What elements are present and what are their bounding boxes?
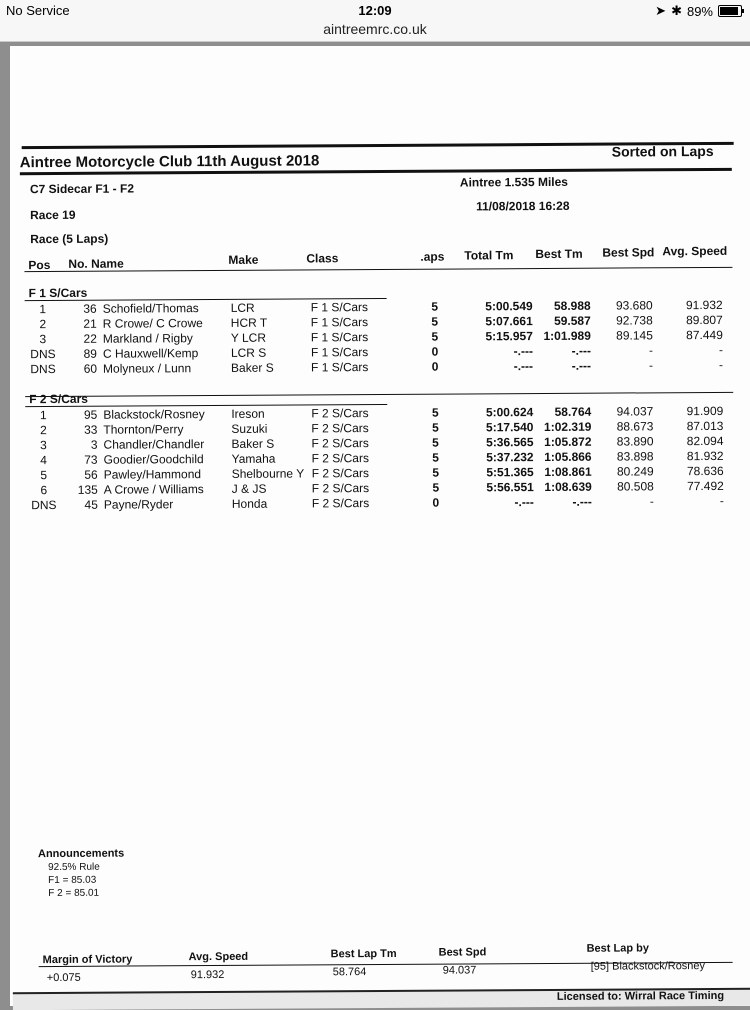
row-laps: 5 xyxy=(432,450,439,465)
event-name: C7 Sidecar F1 - F2 xyxy=(29,181,135,197)
row-total-time: 5:00.624 xyxy=(485,405,534,420)
licence-text: Licensed to: Wirral Race Timing xyxy=(556,989,725,1003)
row-class: F 1 S/Cars xyxy=(310,330,369,345)
row-best-speed: - xyxy=(649,494,654,509)
group-title: F 1 S/Cars xyxy=(28,285,88,301)
row-avg-speed: 89.807 xyxy=(686,312,723,328)
status-bar xyxy=(0,0,750,21)
row-name: Pawley/Hammond xyxy=(103,467,202,482)
row-best-speed: - xyxy=(648,343,653,358)
header-rule xyxy=(24,267,732,272)
row-make: J & JS xyxy=(231,481,267,496)
results-page xyxy=(10,46,750,1006)
row-best-time: -.--- xyxy=(571,343,591,358)
row-name: A Crowe / Williams xyxy=(103,482,204,497)
url-bar[interactable] xyxy=(0,21,750,42)
row-pos: 1 xyxy=(39,408,47,423)
col-class: Class xyxy=(306,251,339,266)
row-make: Shelbourne Y xyxy=(231,466,305,481)
row-name: Payne/Ryder xyxy=(103,497,174,512)
row-total-time: 5:07.661 xyxy=(485,314,533,329)
row-pos: 3 xyxy=(40,438,47,453)
row-best-speed: 80.249 xyxy=(616,464,654,479)
col-no-name: No. Name xyxy=(68,256,124,271)
col-best-speed: Best Spd xyxy=(602,245,655,260)
location-icon: ➤ xyxy=(655,3,667,18)
row-name: Goodier/Goodchild xyxy=(103,452,204,467)
announcement-line: F 2 = 85.01 xyxy=(48,887,100,900)
row-class: F 2 S/Cars xyxy=(311,466,370,481)
row-best-time: 1:08.861 xyxy=(544,464,592,479)
row-number: 45 xyxy=(84,497,98,512)
announcement-line: 92.5% Rule xyxy=(48,861,100,874)
row-laps: 5 xyxy=(431,329,439,344)
row-avg-speed: 91.932 xyxy=(685,297,723,313)
row-make: Baker S xyxy=(230,360,274,375)
row-class: F 1 S/Cars xyxy=(310,345,369,360)
row-best-time: -.--- xyxy=(571,358,592,373)
summary-bestby: [95] Blackstock/Rosney xyxy=(590,960,706,973)
row-name: Molyneux / Lunn xyxy=(102,361,192,376)
row-pos: 6 xyxy=(40,483,48,498)
row-best-speed: 93.680 xyxy=(615,298,653,313)
row-laps: 0 xyxy=(431,359,439,374)
summary-margin: +0.075 xyxy=(46,971,81,985)
row-number: 60 xyxy=(83,361,98,376)
row-number: 22 xyxy=(83,331,97,346)
col-avg-speed: Avg. Speed xyxy=(662,243,728,259)
sort-label: Sorted on Laps xyxy=(611,142,714,160)
results-document xyxy=(7,44,750,1009)
row-pos: 1 xyxy=(39,302,47,317)
row-avg-speed: - xyxy=(718,342,723,357)
row-total-time: 5:15.957 xyxy=(485,329,533,344)
row-best-speed: 94.037 xyxy=(616,404,654,419)
col-best: Best Tm xyxy=(535,246,583,262)
row-avg-speed: - xyxy=(719,493,724,508)
row-best-time: 1:05.872 xyxy=(544,434,592,449)
row-make: HCR T xyxy=(230,315,268,330)
row-number: 36 xyxy=(83,301,97,316)
row-number: 135 xyxy=(77,482,98,497)
row-best-speed: 88.673 xyxy=(616,419,654,434)
row-laps: 5 xyxy=(432,420,439,435)
row-make: Honda xyxy=(231,496,268,511)
row-number: 73 xyxy=(84,452,98,467)
row-pos: DNS xyxy=(31,497,57,513)
row-class: F 2 S/Cars xyxy=(311,496,370,511)
row-best-time: 1:02.319 xyxy=(543,419,592,434)
group-title: F 2 S/Cars xyxy=(29,391,88,407)
row-name: C Hauxwell/Kemp xyxy=(102,346,199,361)
row-number: 89 xyxy=(83,346,97,361)
row-avg-speed: 87.449 xyxy=(686,327,723,343)
row-pos: DNS xyxy=(30,361,56,377)
row-name: Markland / Rigby xyxy=(102,331,193,346)
row-make: LCR xyxy=(230,300,255,315)
row-total-time: -.--- xyxy=(513,359,534,374)
row-best-speed: - xyxy=(648,358,654,373)
row-total-time: 5:00.549 xyxy=(485,299,533,314)
row-name: Schofield/Thomas xyxy=(102,301,199,316)
announcement-line: F1 = 85.03 xyxy=(48,874,97,887)
row-class: F 2 S/Cars xyxy=(311,406,369,421)
row-best-speed: 80.508 xyxy=(617,479,654,494)
row-best-time: -.--- xyxy=(572,494,592,509)
race-datetime: 11/08/2018 16:28 xyxy=(476,198,570,214)
url-text[interactable]: aintreemrc.co.uk xyxy=(323,21,427,37)
row-total-time: 5:51.365 xyxy=(486,465,534,480)
row-best-time: 58.988 xyxy=(553,298,591,313)
row-laps: 5 xyxy=(432,435,439,450)
col-pos: Pos xyxy=(28,258,51,273)
row-make: Ireson xyxy=(231,406,265,421)
battery-percent: 89% xyxy=(686,3,713,19)
row-total-time: 5:17.540 xyxy=(485,420,534,435)
summary-label-bestspd: Best Spd xyxy=(438,946,487,959)
summary-label-avg: Avg. Speed xyxy=(188,950,249,964)
row-avg-speed: 78.636 xyxy=(686,463,724,479)
summary-bestlap: 58.764 xyxy=(332,966,367,979)
row-total-time: -.--- xyxy=(514,495,534,510)
row-number: 33 xyxy=(84,422,98,437)
summary-label-margin: Margin of Victory xyxy=(42,953,133,967)
row-pos: DNS xyxy=(30,346,56,362)
row-make: Y LCR xyxy=(230,330,267,345)
row-total-time: -.--- xyxy=(513,344,533,359)
row-avg-speed: 82.094 xyxy=(686,433,724,449)
row-best-time: 1:01.989 xyxy=(543,328,591,343)
bluetooth-icon: ✱ xyxy=(671,3,682,18)
row-number: 21 xyxy=(83,316,97,331)
row-laps: 5 xyxy=(431,299,439,314)
row-avg-speed: 87.013 xyxy=(686,418,724,434)
row-laps: 5 xyxy=(431,314,439,329)
row-class: F 2 S/Cars xyxy=(311,421,369,436)
row-avg-speed: 77.492 xyxy=(687,478,724,494)
row-total-time: 5:56.551 xyxy=(486,480,534,495)
row-pos: 5 xyxy=(40,468,48,483)
row-name: Blackstock/Rosney xyxy=(103,407,205,422)
row-make: Baker S xyxy=(231,436,275,451)
row-name: Thornton/Perry xyxy=(103,422,184,437)
track-name: Aintree 1.535 Miles xyxy=(459,174,569,190)
summary-label-bestlap: Best Lap Tm xyxy=(330,947,397,961)
row-number: 3 xyxy=(90,437,98,452)
race-laps: Race (5 Laps) xyxy=(30,231,109,247)
row-laps: 5 xyxy=(432,480,440,495)
group-separator xyxy=(25,392,733,397)
row-class: F 1 S/Cars xyxy=(310,315,369,330)
carrier-text: No Service xyxy=(6,3,70,18)
row-pos: 4 xyxy=(40,453,47,468)
row-best-speed: 92.738 xyxy=(616,313,653,328)
row-class: F 2 S/Cars xyxy=(311,451,369,466)
row-number: 95 xyxy=(83,407,98,422)
row-class: F 1 S/Cars xyxy=(310,300,369,315)
clock: 12:09 xyxy=(358,3,392,18)
row-best-time: 1:08.639 xyxy=(544,479,592,494)
row-total-time: 5:36.565 xyxy=(486,435,534,450)
row-make: LCR S xyxy=(230,345,267,360)
report-title: Aintree Motorcycle Club 11th August 2018 xyxy=(19,152,320,172)
summary-bestspd: 94.037 xyxy=(442,964,477,977)
row-pos: 3 xyxy=(39,332,47,347)
row-avg-speed: - xyxy=(718,357,724,372)
row-class: F 1 S/Cars xyxy=(310,360,369,375)
col-total: Total Tm xyxy=(464,248,514,263)
row-make: Suzuki xyxy=(231,421,268,436)
row-best-time: 58.764 xyxy=(554,404,592,419)
race-number: Race 19 xyxy=(30,207,76,223)
status-right xyxy=(655,3,742,19)
row-pos: 2 xyxy=(39,317,47,332)
summary-label-bestby: Best Lap by xyxy=(586,942,649,955)
row-laps: 0 xyxy=(431,344,439,359)
row-avg-speed: 91.909 xyxy=(686,403,724,419)
row-best-speed: 83.898 xyxy=(616,449,654,464)
row-number: 56 xyxy=(84,467,98,482)
announcements-title: Announcements xyxy=(37,847,125,861)
col-laps: .aps xyxy=(420,249,445,264)
row-total-time: 5:37.232 xyxy=(486,450,534,465)
row-pos: 2 xyxy=(40,423,47,438)
row-class: F 2 S/Cars xyxy=(311,436,369,451)
row-best-speed: 89.145 xyxy=(616,328,653,343)
row-best-time: 59.587 xyxy=(554,313,591,328)
row-best-time: 1:05.866 xyxy=(544,449,592,464)
row-name: Chandler/Chandler xyxy=(103,437,205,452)
row-laps: 0 xyxy=(432,495,440,510)
battery-icon xyxy=(718,5,742,17)
row-name: R Crowe/ C Crowe xyxy=(102,316,203,331)
licence-strip xyxy=(13,988,750,1010)
summary-avg: 91.932 xyxy=(190,968,225,982)
row-best-speed: 83.890 xyxy=(616,434,654,449)
row-laps: 5 xyxy=(431,405,439,420)
row-laps: 5 xyxy=(432,465,440,480)
row-avg-speed: 81.932 xyxy=(686,448,724,464)
col-make: Make xyxy=(228,252,259,267)
row-make: Yamaha xyxy=(231,451,276,466)
row-class: F 2 S/Cars xyxy=(311,481,370,496)
